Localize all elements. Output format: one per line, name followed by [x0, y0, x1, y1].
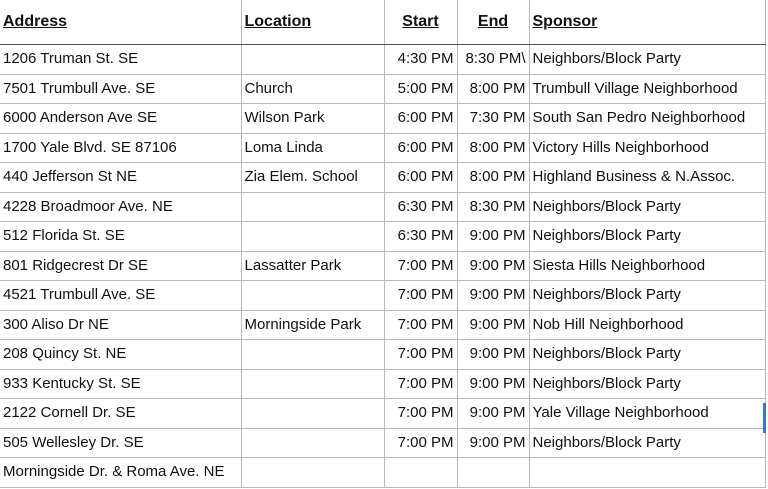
cell-end[interactable]: 8:30 PM\: [457, 45, 529, 75]
cell-location[interactable]: [241, 192, 384, 222]
cell-location[interactable]: [241, 340, 384, 370]
cell-location[interactable]: Lassatter Park: [241, 251, 384, 281]
cell-start[interactable]: 7:00 PM: [384, 281, 457, 311]
table-row: [0, 45, 765, 75]
header-end[interactable]: End: [457, 0, 529, 45]
cell-sponsor[interactable]: South San Pedro Neighborhood: [529, 104, 765, 134]
cell-end[interactable]: 7:30 PM: [457, 104, 529, 134]
cell-address[interactable]: 208 Quincy St. NE: [0, 340, 241, 370]
selection-edge-marker: [763, 403, 766, 433]
header-sponsor[interactable]: Sponsor: [529, 0, 765, 45]
cell-location[interactable]: [241, 45, 384, 75]
table-row: [0, 74, 765, 104]
cell-sponsor[interactable]: Trumbull Village Neighborhood: [529, 74, 765, 104]
cell-start[interactable]: 7:00 PM: [384, 428, 457, 458]
cell-end[interactable]: 9:00 PM: [457, 251, 529, 281]
cell-sponsor[interactable]: Neighbors/Block Party: [529, 222, 765, 252]
cell-end[interactable]: 9:00 PM: [457, 310, 529, 340]
cell-address[interactable]: 4521 Trumbull Ave. SE: [0, 281, 241, 311]
cell-address[interactable]: 1206 Truman St. SE: [0, 45, 241, 75]
cell-sponsor[interactable]: [529, 458, 765, 488]
cell-end[interactable]: 9:00 PM: [457, 281, 529, 311]
table-row: [0, 428, 765, 458]
cell-start[interactable]: 6:00 PM: [384, 104, 457, 134]
cell-address[interactable]: 2122 Cornell Dr. SE: [0, 399, 241, 429]
cell-location[interactable]: Wilson Park: [241, 104, 384, 134]
cell-start[interactable]: 6:00 PM: [384, 163, 457, 193]
cell-location[interactable]: [241, 222, 384, 252]
cell-location[interactable]: Church: [241, 74, 384, 104]
header-location[interactable]: Location: [241, 0, 384, 45]
cell-start[interactable]: 6:30 PM: [384, 192, 457, 222]
cell-sponsor[interactable]: Neighbors/Block Party: [529, 45, 765, 75]
cell-address[interactable]: Morningside Dr. & Roma Ave. NE: [0, 458, 241, 488]
cell-sponsor[interactable]: Victory Hills Neighborhood: [529, 133, 765, 163]
table-row: [0, 251, 765, 281]
cell-start[interactable]: 6:00 PM: [384, 133, 457, 163]
cell-start[interactable]: 7:00 PM: [384, 399, 457, 429]
table-row: [0, 163, 765, 193]
table-row: [0, 222, 765, 252]
cell-address[interactable]: 7501 Trumbull Ave. SE: [0, 74, 241, 104]
table-row: [0, 458, 765, 488]
cell-start[interactable]: 4:30 PM: [384, 45, 457, 75]
cell-end[interactable]: 9:00 PM: [457, 222, 529, 252]
table-row: [0, 369, 765, 399]
cell-location[interactable]: Morningside Park: [241, 310, 384, 340]
cell-location[interactable]: [241, 399, 384, 429]
table-row: [0, 281, 765, 311]
cell-address[interactable]: 440 Jefferson St NE: [0, 163, 241, 193]
cell-sponsor[interactable]: Neighbors/Block Party: [529, 281, 765, 311]
cell-address[interactable]: 801 Ridgecrest Dr SE: [0, 251, 241, 281]
cell-location[interactable]: [241, 428, 384, 458]
cell-start[interactable]: 7:00 PM: [384, 251, 457, 281]
cell-end[interactable]: 8:00 PM: [457, 163, 529, 193]
cell-address[interactable]: 505 Wellesley Dr. SE: [0, 428, 241, 458]
cell-sponsor[interactable]: Neighbors/Block Party: [529, 340, 765, 370]
cell-location[interactable]: [241, 458, 384, 488]
table-row: [0, 104, 765, 134]
cell-location[interactable]: Loma Linda: [241, 133, 384, 163]
cell-end[interactable]: 8:00 PM: [457, 74, 529, 104]
table-row: [0, 133, 765, 163]
cell-sponsor[interactable]: Siesta Hills Neighborhood: [529, 251, 765, 281]
cell-address[interactable]: 4228 Broadmoor Ave. NE: [0, 192, 241, 222]
cell-start[interactable]: 7:00 PM: [384, 340, 457, 370]
cell-sponsor[interactable]: Neighbors/Block Party: [529, 369, 765, 399]
cell-location[interactable]: Zia Elem. School: [241, 163, 384, 193]
header-row: [0, 0, 765, 45]
cell-address[interactable]: 1700 Yale Blvd. SE 87106: [0, 133, 241, 163]
cell-end[interactable]: 9:00 PM: [457, 399, 529, 429]
cell-start[interactable]: 5:00 PM: [384, 74, 457, 104]
cell-sponsor[interactable]: Nob Hill Neighborhood: [529, 310, 765, 340]
cell-start[interactable]: 7:00 PM: [384, 310, 457, 340]
header-row-group: [0, 0, 765, 45]
cell-start[interactable]: [384, 458, 457, 488]
cell-sponsor[interactable]: Yale Village Neighborhood: [529, 399, 765, 429]
cell-sponsor[interactable]: Highland Business & N.Assoc.: [529, 163, 765, 193]
cell-sponsor[interactable]: Neighbors/Block Party: [529, 428, 765, 458]
header-address[interactable]: Address: [0, 0, 241, 45]
cell-location[interactable]: [241, 281, 384, 311]
cell-address[interactable]: 933 Kentucky St. SE: [0, 369, 241, 399]
table-row: [0, 340, 765, 370]
table-row: [0, 310, 765, 340]
cell-end[interactable]: 9:00 PM: [457, 369, 529, 399]
cell-address[interactable]: 6000 Anderson Ave SE: [0, 104, 241, 134]
cell-sponsor[interactable]: Neighbors/Block Party: [529, 192, 765, 222]
cell-end[interactable]: 9:00 PM: [457, 340, 529, 370]
table-row: [0, 399, 765, 429]
cell-location[interactable]: [241, 369, 384, 399]
table-body: [0, 45, 765, 488]
cell-end[interactable]: 9:00 PM: [457, 428, 529, 458]
cell-address[interactable]: 300 Aliso Dr NE: [0, 310, 241, 340]
header-start[interactable]: Start: [384, 0, 457, 45]
cell-end[interactable]: 8:30 PM: [457, 192, 529, 222]
cell-end[interactable]: 8:00 PM: [457, 133, 529, 163]
table-row: [0, 192, 765, 222]
cell-start[interactable]: 6:30 PM: [384, 222, 457, 252]
cell-address[interactable]: 512 Florida St. SE: [0, 222, 241, 252]
cell-start[interactable]: 7:00 PM: [384, 369, 457, 399]
cell-end[interactable]: [457, 458, 529, 488]
